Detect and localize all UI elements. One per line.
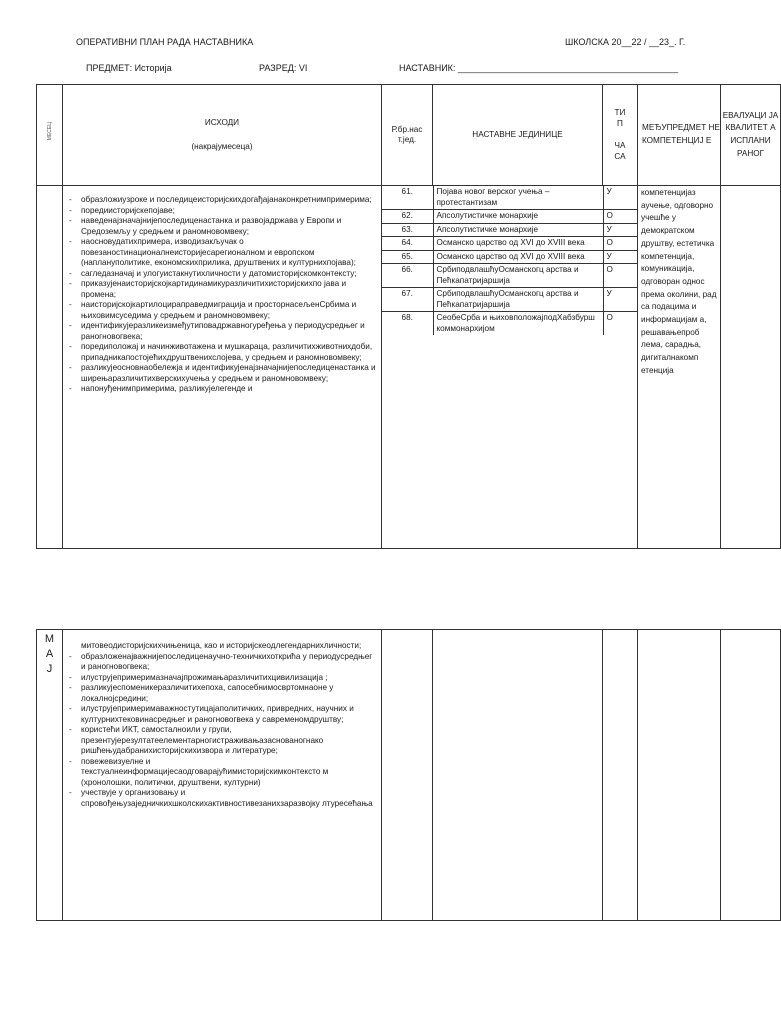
- outcome-item: [69, 788, 377, 809]
- lesson-number: 65.: [382, 250, 433, 264]
- outcome-text: поредиположај и начинживотажена и мушкараца, различитихживотнихдоби, припадникапостојећихдруштвенихслојева, у средњем и раномновомвеку;: [81, 342, 373, 362]
- outcome-text: наосновудатихпримера, изводизакључак о повезаностинационалнеисторијесарегионалном и европском (наплануполитике, економскихприлика, друштвених и културнихпојава);: [81, 237, 356, 267]
- lesson-row: [382, 288, 638, 312]
- plan-table-continued: [36, 629, 781, 921]
- lesson-unit: Апсолутистичке монархије: [433, 210, 603, 224]
- type-cell-empty: [603, 630, 638, 921]
- type-header-cell: [603, 85, 638, 186]
- outcome-text: учествује у организовању и спровођењузаједничкихшколскихактивностивезанихзаразвојку лтуресећања: [81, 788, 373, 808]
- outcomes-cell-continued: [63, 630, 382, 921]
- lesson-type: О: [603, 264, 638, 288]
- outcomes-header-cell: [63, 85, 382, 186]
- outcome-text: идентификујеразликеизмеђутиповадржавногуређења у периодусредњег и раногновогвека;: [81, 321, 365, 341]
- lesson-number: 62.: [382, 210, 433, 224]
- outcome-item: [69, 279, 377, 300]
- grade-label: РАЗРЕД: VI: [259, 63, 308, 73]
- lesson-number: 61.: [382, 186, 433, 210]
- outcome-item: [69, 673, 377, 684]
- lessons-cell: [382, 186, 638, 549]
- outcome-item: [69, 342, 377, 363]
- lesson-unit: СеобеСрба и њиховположајподХабзбурш коммонархијом: [433, 312, 603, 336]
- bullet-dash: -: [69, 672, 72, 682]
- bullet-dash: -: [69, 342, 72, 351]
- lesson-row: [382, 223, 638, 237]
- week-cell-empty: [382, 630, 433, 921]
- lesson-number: 66.: [382, 264, 433, 288]
- bullet-dash: -: [69, 237, 72, 246]
- outcome-item: [69, 321, 377, 342]
- lesson-row: [382, 250, 638, 264]
- bullet-dash: -: [69, 704, 72, 713]
- outcome-item: [69, 206, 377, 217]
- lesson-number: 67.: [382, 288, 433, 312]
- bullet-dash: -: [69, 725, 72, 734]
- school-year: ШКОЛСКА 20__22 / __23_. Г.: [565, 37, 686, 47]
- outcomes-header-subtitle: (накрајумесеца): [191, 141, 253, 151]
- bullet-dash: -: [69, 384, 72, 393]
- outcome-item: [69, 195, 377, 206]
- outcome-item: [69, 384, 377, 395]
- outcome-item: [69, 363, 377, 384]
- lesson-row: [382, 237, 638, 251]
- outcome-text: илуструјепримеримаважностутицајаполитичких, привредних, научних и културнихтековинасредњег и раногновогвека у савременомдруштву;: [81, 704, 354, 724]
- outcome-text: илуструјепримеримазначајпрожимањаразличитихцивилизација ;: [81, 672, 328, 682]
- lesson-type: О: [603, 237, 638, 251]
- outcome-text: приказујенаисторијскојкартидинамикуразличитихисторијскихпо јава и промена;: [81, 279, 347, 299]
- teacher-label: НАСТАВНИК: ____________________________________________: [399, 63, 679, 73]
- outcome-item: [69, 237, 377, 269]
- lessons-table: [382, 186, 638, 335]
- outcome-text: митовеодисторијскихчињеница, као и историјскеодлегендарнихличности;: [81, 641, 362, 650]
- week-header-text: Р.бр.нас т.јед.: [391, 124, 423, 144]
- outcomes-list: [63, 186, 381, 395]
- evaluation-header-cell: [721, 85, 781, 186]
- bullet-dash: -: [69, 205, 72, 215]
- outcome-item: [69, 725, 377, 757]
- outcome-item: [69, 269, 377, 280]
- outcome-text: образложенајважнијепоследиценаучно-техничкихоткрића у периодусредњег и раногновогвека;: [81, 651, 373, 671]
- outcome-item: [69, 300, 377, 321]
- units-header-text: НАСТАВНЕ ЈЕДИНИЦЕ: [472, 129, 563, 139]
- month-header-text: МЕСЕЦ: [46, 121, 53, 140]
- bullet-dash: -: [69, 683, 72, 692]
- content-row-continued: [37, 630, 781, 921]
- bullet-dash: -: [69, 279, 72, 288]
- outcomes-header-title: ИСХОДИ: [204, 118, 240, 127]
- bullet-dash: -: [69, 651, 72, 661]
- lesson-number: 68.: [382, 312, 433, 336]
- lesson-unit: СрбиподвлашћуОсманскогц арства и Пећкапатријаршија: [433, 288, 603, 312]
- lesson-type: О: [606, 313, 613, 322]
- outcome-item: [69, 757, 377, 789]
- lesson-row: [382, 210, 638, 224]
- units-cell-empty: [433, 630, 603, 921]
- content-row: [37, 186, 781, 549]
- competences-cell: [638, 186, 721, 549]
- type-header-line: П: [617, 118, 623, 128]
- lesson-type: У: [603, 186, 638, 210]
- week-header-cell: [382, 85, 433, 186]
- type-header-line: ТИ: [614, 108, 626, 117]
- outcome-item: [69, 216, 377, 237]
- lesson-type: У: [603, 223, 638, 237]
- outcome-item: [69, 683, 377, 704]
- bullet-dash: -: [69, 195, 72, 204]
- bullet-dash: -: [69, 300, 72, 309]
- outcomes-list-continued: [63, 630, 381, 809]
- outcome-text: поредиисторијскепојаве;: [81, 205, 175, 215]
- lesson-number: 64.: [382, 237, 433, 251]
- outcome-text: напонуђенимпримерима, разликујелегенде и: [81, 384, 253, 393]
- month-header-cell: [37, 85, 63, 186]
- bullet-dash: -: [69, 363, 72, 372]
- outcome-text: наведенајзначајнијепоследиценастанка и развојадржава у Европи и Средоземљу у средњем и раномновомвеку;: [81, 216, 342, 236]
- outcome-text: образложиузроке и последицеисторијскихдогађајанаконкретнимпримерима;: [81, 195, 372, 204]
- plan-title: ОПЕРАТИВНИ ПЛАН РАДА НАСТАВНИКА: [76, 37, 254, 47]
- outcome-text: повежевизуелне и текстуалнеинформацијесаодговарајућимисторијскимконтексто м (хронолошки, политички, друштвени, културни): [81, 756, 329, 787]
- outcome-text: користећи ИКТ, самосталноили у групи, презентујерезултатеелементарногистраживањазаснованогнако ришћењудабранихисторијскихизвора и литературе;: [81, 725, 324, 755]
- lesson-unit: Османско царство од XVI до XVIII века: [433, 237, 603, 251]
- competences-header-cell: [638, 85, 721, 186]
- competences-header-text: МЕЂУПРЕДМЕТ НЕ КОМПЕТЕНЦИЈ Е: [642, 123, 720, 145]
- plan-table: [36, 84, 781, 549]
- month-letter: Ј: [46, 662, 53, 675]
- lesson-unit: Османско царство од XVI до XVIII века: [433, 250, 603, 264]
- outcomes-cell: [63, 186, 382, 549]
- evaluation-cell: [721, 186, 781, 549]
- month-cell: [37, 186, 63, 549]
- lesson-row: [382, 186, 638, 210]
- bullet-dash: -: [69, 216, 72, 225]
- outcome-item: [69, 704, 377, 725]
- lesson-number: 63.: [382, 223, 433, 237]
- evaluation-header-text: ЕВАЛУАЦИ ЈА КВАЛИТЕТ А ИСПЛАНИ РАНОГ: [722, 110, 779, 158]
- lesson-unit: Апсолутистичке монархије: [433, 223, 603, 237]
- evaluation-cell-empty: [721, 630, 781, 921]
- month-cell-maj: [37, 630, 63, 921]
- type-header-line: СА: [614, 151, 626, 161]
- outcome-item: [69, 641, 377, 652]
- type-header-line: ЧА: [614, 141, 626, 150]
- outcome-text: сагледазначај и улогуистакнутихличности у датомисторијскомконтексту;: [81, 268, 357, 278]
- lesson-row: [382, 264, 638, 288]
- lesson-unit: СрбиподвлашћуОсманскогц арства и Пећкапатријаршија: [433, 264, 603, 288]
- units-header-cell: [433, 85, 603, 186]
- outcome-text: разликујеспоменикеразличитихепоха, сапосебнимосвртомнаоне у локалнојсредини;: [81, 683, 334, 703]
- subject-label: ПРЕДМЕТ: Историја: [86, 63, 172, 73]
- bullet-dash: -: [69, 756, 72, 766]
- month-letter: А: [45, 647, 54, 660]
- bullet-dash: -: [69, 321, 72, 330]
- competences-text: компетенцијаз аучење, одговорно учешће у демократском друштву, естетичка компетенција, комуникација, одговоран однос према околини, рад са подацима и информацијам а, решавањепроб лема, сарадња, дигиталнакомп етенција: [641, 188, 717, 375]
- lesson-type: У: [603, 250, 638, 264]
- lesson-type: У: [603, 288, 638, 312]
- outcome-item: [69, 652, 377, 673]
- lesson-row: [382, 312, 638, 336]
- header-row: [37, 85, 781, 186]
- outcome-text: наисторијскојкартилоцираправедмиграција и просторнасељенСрбима и њиховимсуседима у средњем и раномновомвеку;: [81, 300, 357, 320]
- competences-cell-empty: [638, 630, 721, 921]
- month-letter: М: [44, 633, 55, 645]
- outcome-text: разликујеосновнаобележја и идентификујенајзначајнијепоследиценастанка и ширењаразличитихверскихучења у средњем и раномновомвеку;: [81, 363, 376, 383]
- bullet-dash: -: [69, 268, 72, 278]
- lesson-type: О: [603, 210, 638, 224]
- lesson-unit: Појава новог верског учења – протестантизам: [433, 186, 603, 210]
- bullet-dash: -: [69, 788, 72, 797]
